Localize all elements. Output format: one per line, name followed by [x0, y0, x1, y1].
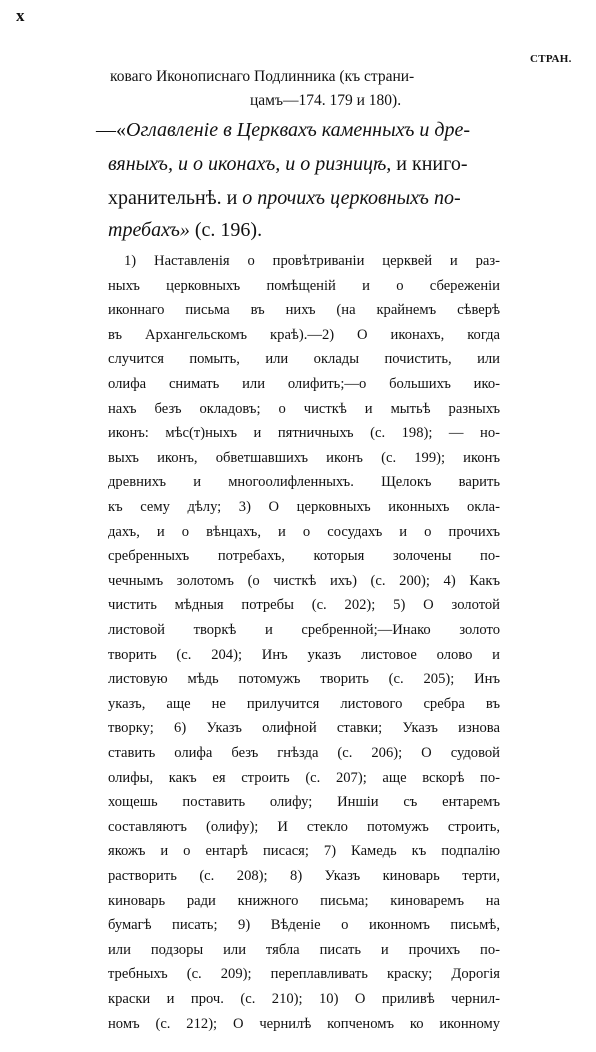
heading-italic-4: требахъ»	[108, 219, 190, 241]
body-line: краски и проч. (с. 210); 10) О приливѣ чернил-	[108, 991, 500, 1007]
body-line: случится помыть, или оклады почистить, или	[108, 351, 500, 368]
body-line: нахъ безъ окладовъ; о чисткѣ и мытьѣ разныхъ	[108, 400, 500, 417]
body-line: листовой творкѣ и сребренной;—Инако золото	[108, 622, 500, 638]
heading-italic-1: Оглавленіе в Церквахъ каменныхъ и дре-	[126, 119, 471, 141]
heading-regular-2: и книго-	[391, 153, 468, 175]
body-line: выхъ иконъ, обветшавшихъ иконъ (с. 199); иконъ	[108, 449, 500, 466]
intro-line-1: коваго Иконописнаго Подлинника (къ страни-	[110, 68, 415, 85]
body-line: творить (с. 204); Инъ указъ листовое олово и	[108, 646, 500, 663]
body-line: иконъ: мѣс(т)ныхъ и пятничныхъ (с. 198); — но-	[108, 425, 500, 442]
body-line: сребренныхъ потребахъ, которыя золочены по-	[108, 548, 500, 565]
body-line: древнихъ и многоолифленныхъ. Щелокъ варить	[108, 474, 500, 491]
body-line: хощешь поставить олифу; Иншіи съ ентаремъ	[108, 794, 500, 811]
heading-italic-2: вяныхъ, и о иконахъ, и о ризницѣ,	[108, 153, 392, 175]
body-line: чечнымъ золотомъ (о чисткѣ ихъ) (с. 200); 4) Какъ	[108, 572, 500, 589]
heading-line-2	[108, 153, 467, 176]
body-line: къ сему дѣлу; 3) О церковныхъ иконныхъ окла-	[108, 499, 500, 515]
column-header: СТРАН.	[530, 53, 572, 65]
body-line: дахъ, и о вѣнцахъ, и о сосудахъ и о прочихъ	[108, 523, 500, 540]
corner-mark: x	[16, 6, 25, 25]
heading-quote-open: —«	[96, 119, 126, 141]
body-line: листовую мѣдь потомужъ творить (с. 205); Инъ	[108, 671, 500, 688]
heading-regular-4: (с. 196).	[189, 219, 263, 241]
body-line: составляютъ (олифу); И стекло потомужъ строить,	[108, 818, 500, 835]
body-line: растворить (с. 208); 8) Указъ киноварь терти,	[108, 868, 500, 884]
heading-line-4	[108, 219, 262, 242]
body-line: якожъ и о ентарѣ писася; 7) Камедь къ подпалію	[108, 843, 500, 860]
body-line: 1) Наставленія о провѣтриваніи церквей и раз-	[124, 253, 500, 269]
body-line: въ Архангельскомъ краѣ).—2) О иконахъ, когда	[108, 326, 500, 343]
body-line: указъ, аще не прилучится листового сребра въ	[108, 695, 500, 712]
body-line: иконнаго письма въ нихъ (на крайнемъ сѣверѣ	[108, 302, 500, 319]
body-line: киноварь ради книжного письма; киноваремъ на	[108, 892, 500, 909]
heading-italic-3: о прочихъ церковныхъ по-	[242, 187, 461, 209]
body-line: номъ (с. 212); О чернилѣ копченомъ ко иконному	[108, 1015, 500, 1032]
heading-line-1	[96, 119, 470, 142]
body-line: олифа снимать или олифить;—о большихъ ико-	[108, 376, 500, 392]
body-line: ставить олифа безъ гнѣзда (с. 206); О судовой	[108, 745, 500, 761]
heading-line-3	[108, 187, 461, 210]
heading-regular-3: хранительнѣ. и	[108, 187, 243, 209]
body-line: олифы, какъ ея строить (с. 207); аще вскорѣ по-	[108, 769, 500, 786]
intro-line-2: цамъ—174. 179 и 180).	[250, 92, 402, 109]
body-line: творку; 6) Указъ олифной ставки; Указъ изнова	[108, 720, 500, 737]
body-line: ныхъ церковныхъ помѣщеній и о сбереженіи	[108, 277, 500, 294]
body-line: требныхъ (с. 209); переплавливать краску; Дорогія	[108, 966, 500, 983]
body-line: или подзоры или тябла писать и прочихъ по-	[108, 941, 500, 958]
body-line: бумагѣ писать; 9) Вѣденіе о иконномъ письмѣ,	[108, 917, 500, 934]
body-line: чистить мѣдныя потребы (с. 202); 5) О золотой	[108, 597, 500, 614]
